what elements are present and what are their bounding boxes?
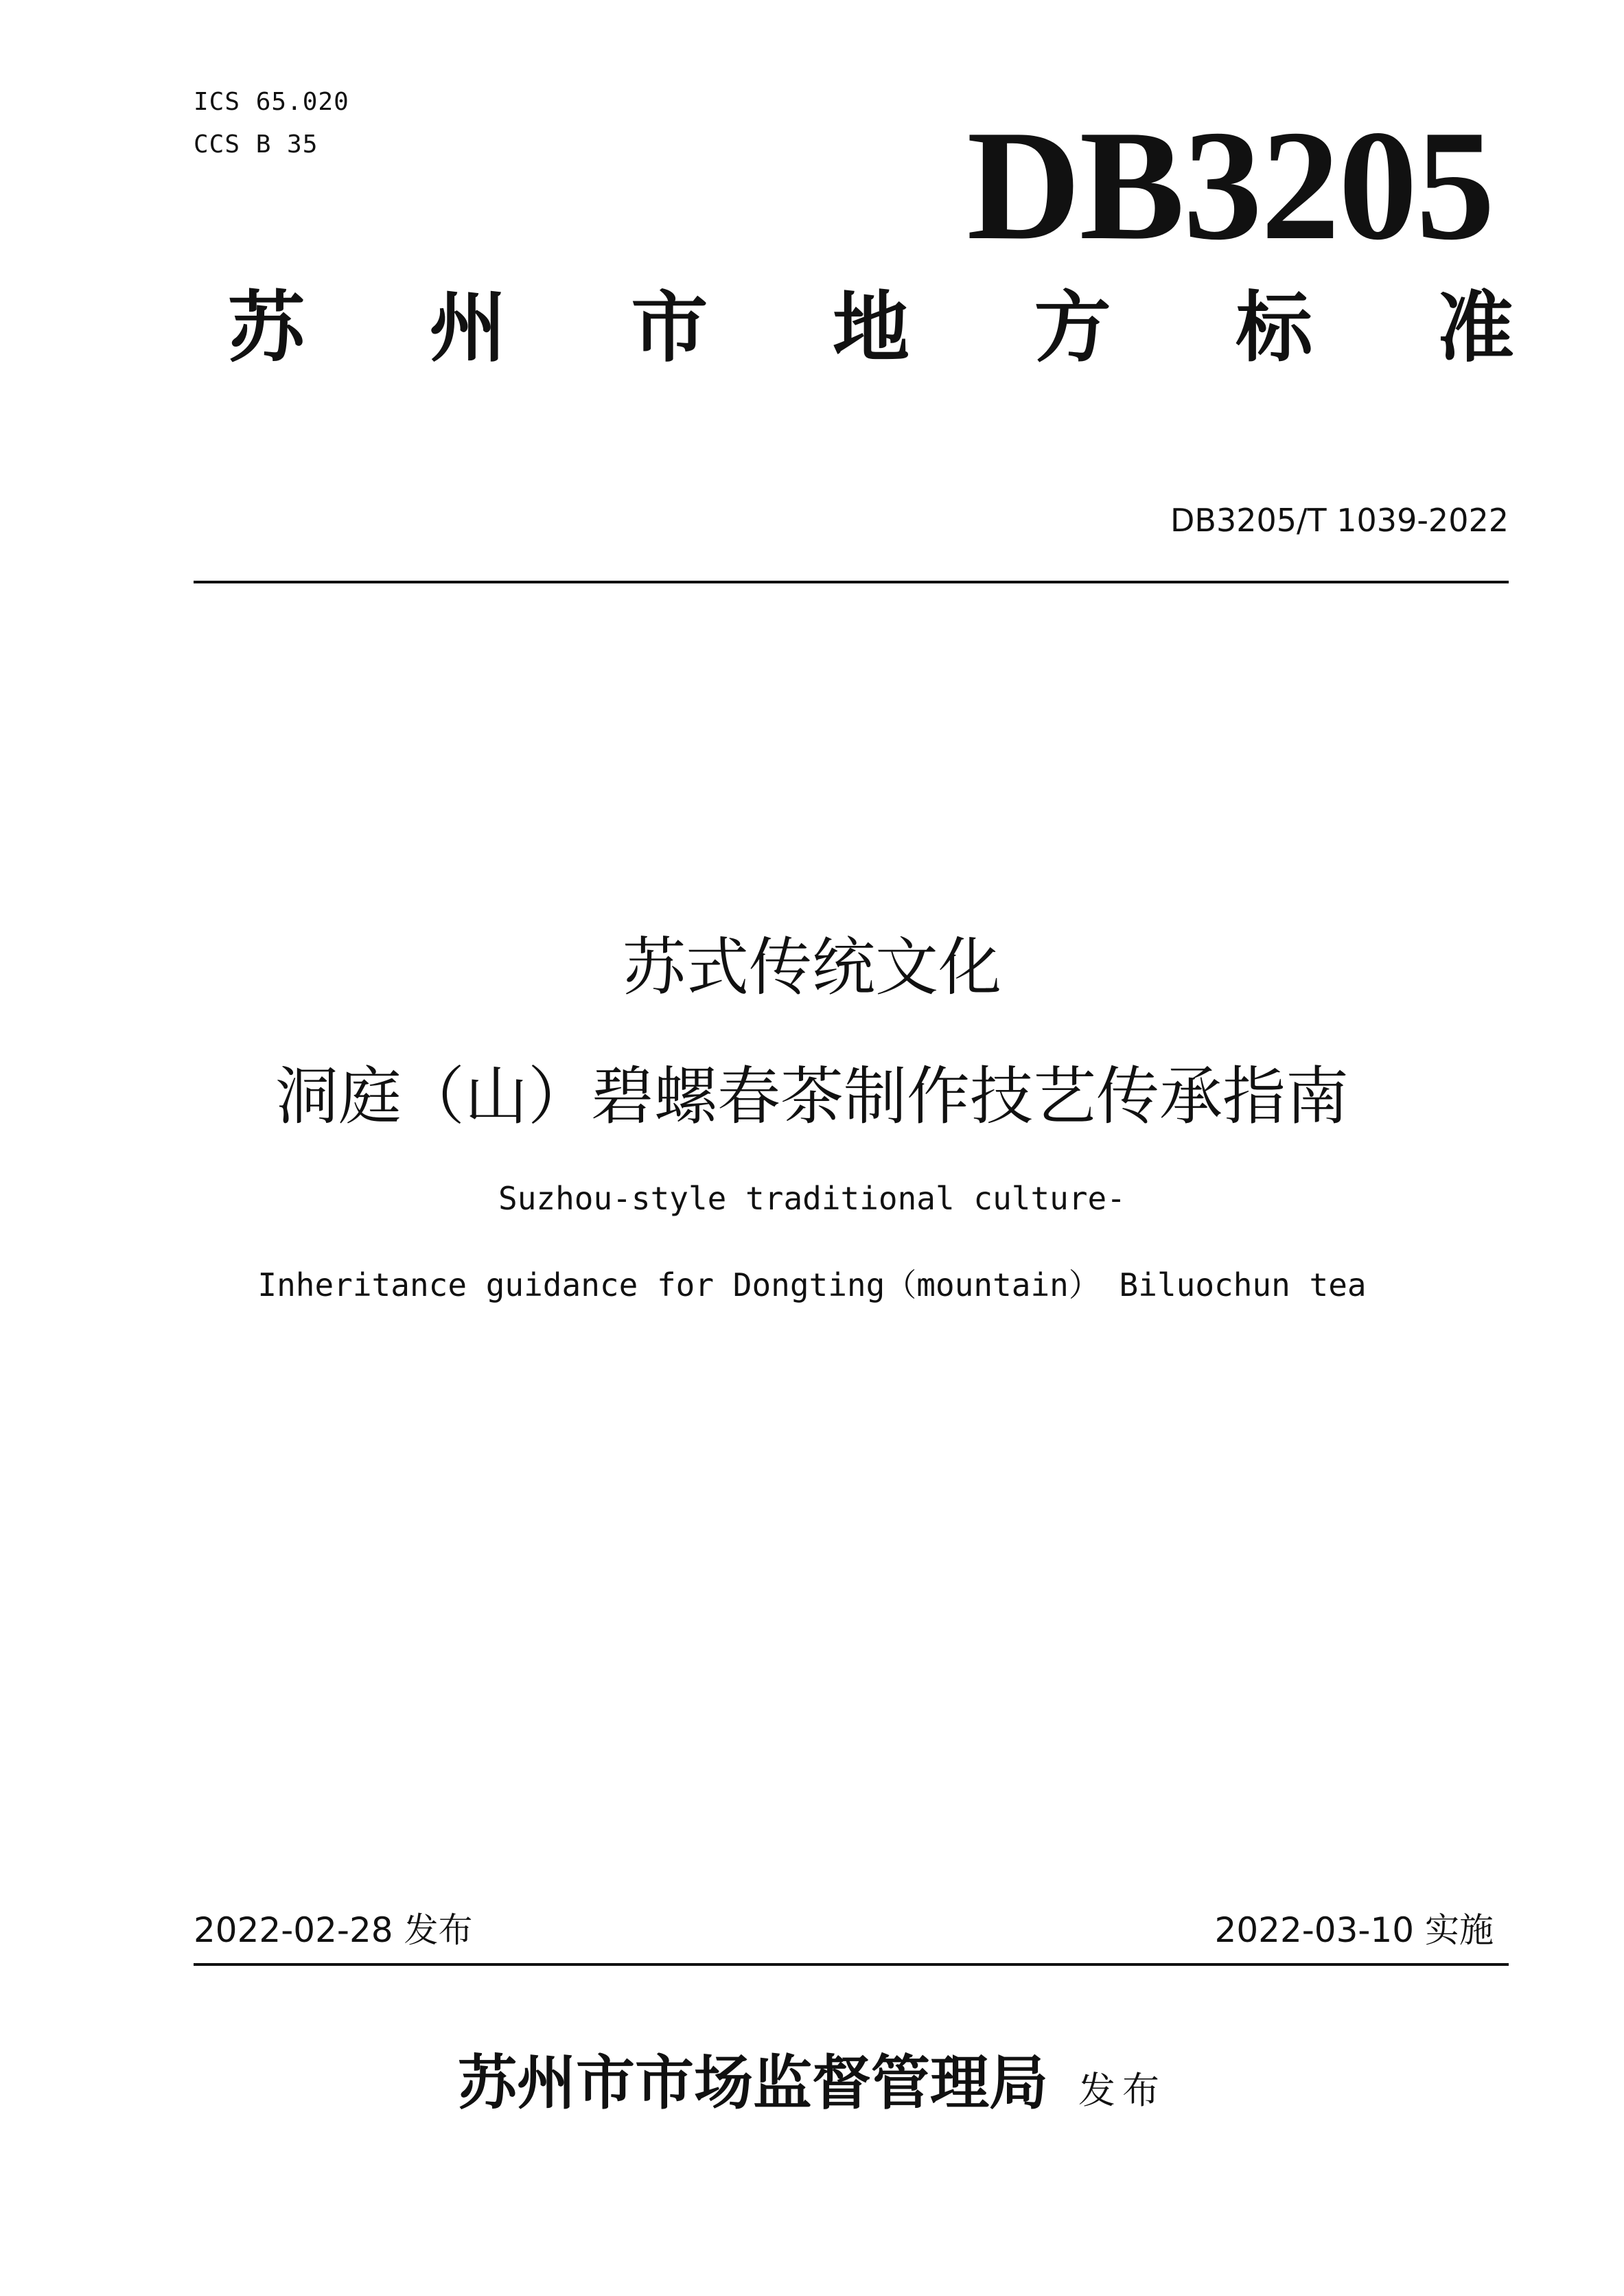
standard-kind-char: 市	[631, 283, 708, 373]
footer-divider	[194, 1963, 1509, 1966]
header-divider	[194, 581, 1509, 583]
standard-kind-char: 标	[1236, 283, 1313, 373]
title-en-line-1: Suzhou-style traditional culture-	[498, 1180, 1126, 1217]
standard-mark: DB3205	[966, 97, 1494, 272]
implement-date: 2022-03-10 实施	[1214, 1910, 1494, 1950]
standard-kind-char: 准	[1437, 283, 1514, 373]
ics-code: ICS 65.020	[194, 88, 349, 116]
standard-kind-char: 方	[1034, 283, 1111, 373]
classification-block	[194, 81, 349, 166]
issuer-name: 苏州市市场监督管理局	[458, 2048, 1048, 2118]
standard-kind	[228, 280, 1514, 376]
ccs-code: CCS B 35	[194, 130, 318, 159]
issuer-line	[0, 2045, 1624, 2129]
title-en-line-2: Inheritance guidance for Dongting（mountain） Biluochun tea	[257, 1266, 1367, 1303]
issuer-suffix: 发布	[1078, 2069, 1166, 2112]
standard-kind-char: 州	[429, 283, 507, 373]
publish-date: 2022-02-28 发布	[194, 1910, 473, 1950]
standard-number: DB3205/T 1039-2022	[1170, 502, 1509, 539]
standard-kind-char: 地	[832, 283, 909, 373]
standard-kind-char: 苏	[228, 283, 305, 373]
title-cn-line-1: 苏式传统文化	[622, 931, 1001, 1004]
title-cn-line-2: 洞庭（山）碧螺春茶制作技艺传承指南	[275, 1060, 1349, 1133]
